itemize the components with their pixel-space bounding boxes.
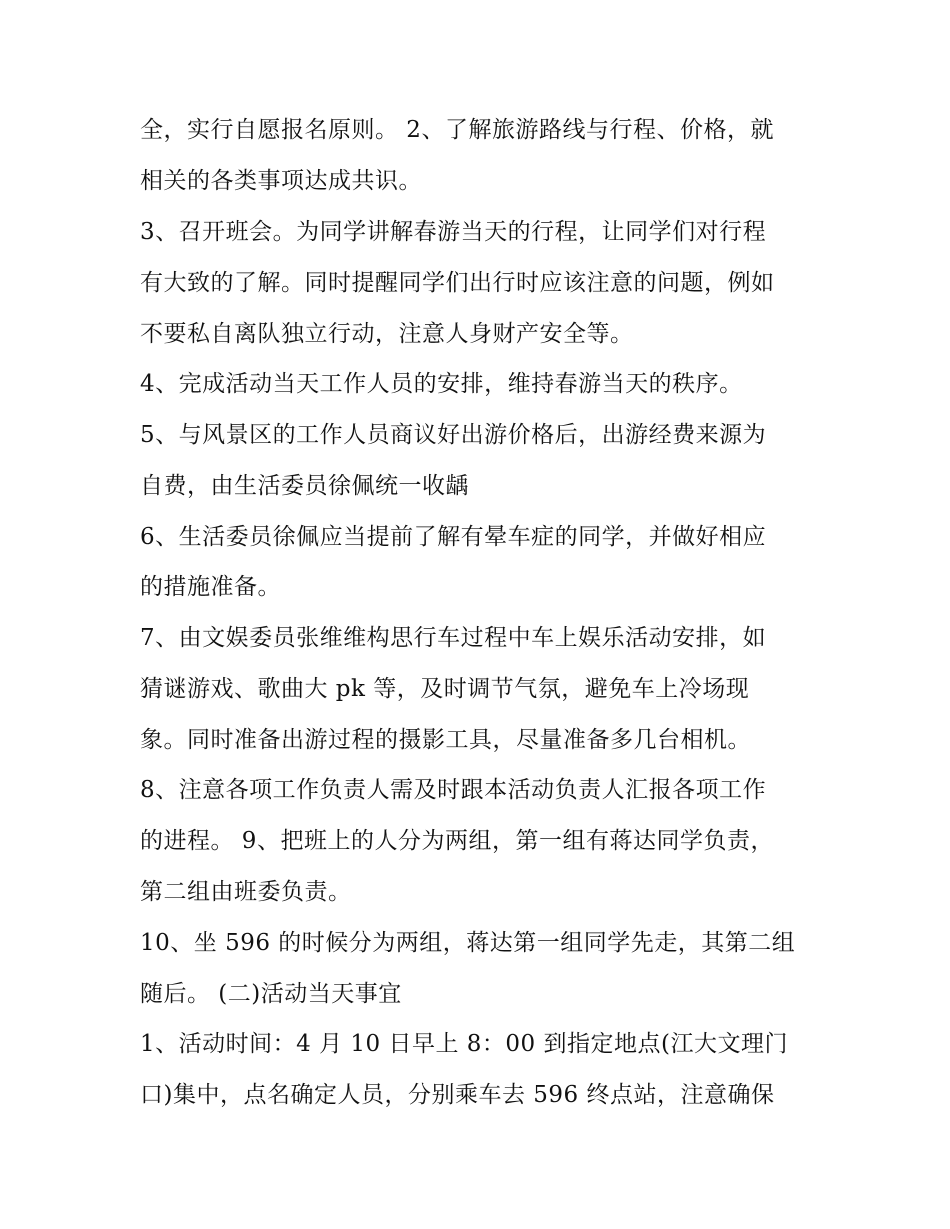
text-line: 8、注意各项工作负责人需及时跟本活动负责人汇报各项工作 (140, 777, 767, 803)
text-line: 6、生活委员徐佩应当提前了解有晕车症的同学，并做好相应 (140, 524, 767, 550)
text-line: 5、与风景区的工作人员商议好出游价格后，出游经费来源为 (140, 422, 767, 448)
text-line: 相关的各类事项达成共识。 (140, 168, 422, 194)
text-line: 4、完成活动当天工作人员的安排，维持春游当天的秩序。 (140, 371, 743, 397)
text-line: 7、由文娱委员张维维构思行车过程中车上娱乐活动安排，如 (140, 625, 767, 651)
text-line: 1、活动时间：4 月 10 日早上 8：00 到指定地点(江大文理门 (140, 1031, 788, 1057)
text-line: 随后。 (二)活动当天事宜 (140, 981, 402, 1007)
text-line: 3、召开班会。为同学讲解春游当天的行程，让同学们对行程 (140, 219, 767, 245)
text-line: 全，实行自愿报名原则。 2、了解旅游路线与行程、价格，就 (140, 117, 774, 143)
text-line: 10、坐 596 的时候分为两组，蒋达第一组同学先走，其第二组 (140, 930, 796, 956)
text-line: 口)集中，点名确定人员，分别乘车去 596 终点站，注意确保 (140, 1082, 775, 1108)
text-line: 象。同时准备出游过程的摄影工具，尽量准备多几台相机。 (140, 727, 751, 753)
text-line: 不要私自离队独立行动，注意人身财产安全等。 (140, 321, 634, 347)
text-line: 的进程。 9、把班上的人分为两组，第一组有蒋达同学负责， (140, 828, 774, 854)
text-line: 有大致的了解。同时提醒同学们出行时应该注意的问题，例如 (140, 270, 775, 296)
text-line: 猜谜游戏、歌曲大 pk 等，及时调节气氛，避免车上冷场现 (140, 676, 750, 702)
text-line: 自费，由生活委员徐佩统一收龋 (140, 473, 469, 499)
text-line: 第二组由班委负责。 (140, 879, 352, 905)
text-line: 的措施准备。 (140, 574, 281, 600)
